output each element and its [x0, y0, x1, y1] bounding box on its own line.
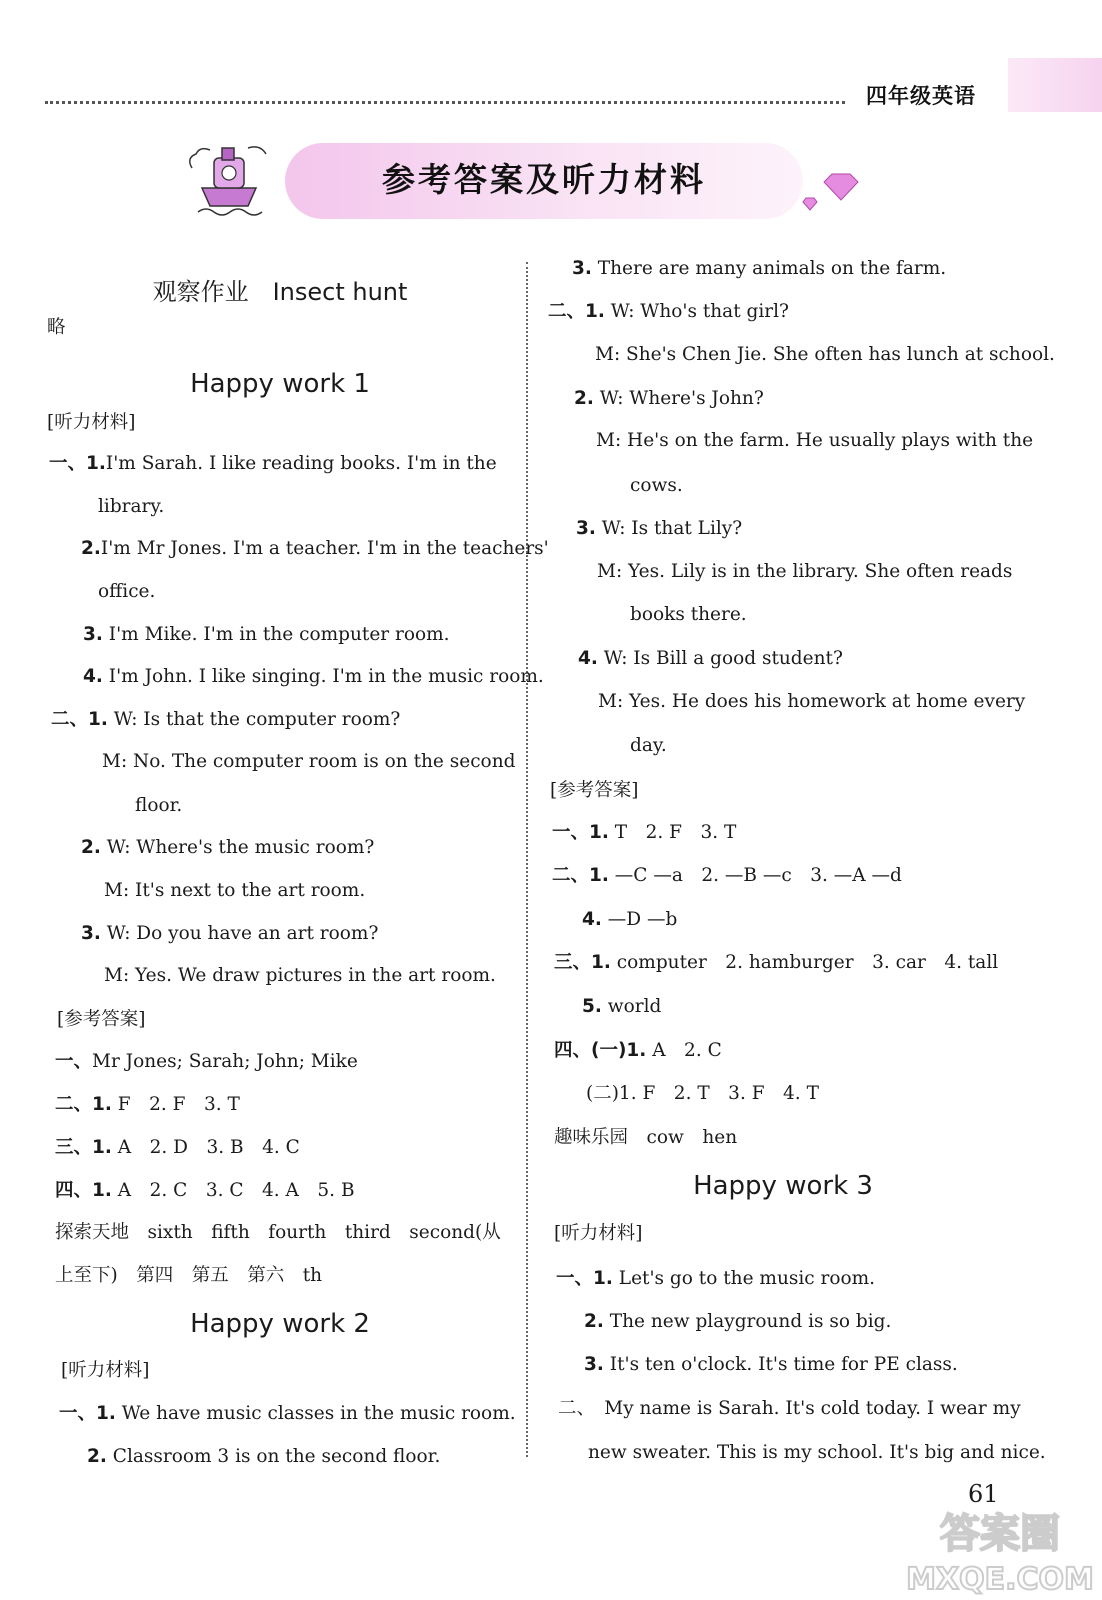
item-number: 2.: [81, 837, 101, 858]
text-line: [596, 429, 1033, 453]
item-number: 一、1.: [49, 453, 106, 474]
diamond-icon: [798, 166, 868, 216]
section-heading: Happy work 1: [190, 369, 370, 399]
text-line: [597, 560, 1012, 584]
text-line: [47, 411, 135, 435]
line-text: W: Is that Lily?: [595, 518, 743, 539]
line-text: 略: [47, 317, 66, 338]
text-line: [87, 1445, 440, 1469]
text-line: [586, 1082, 819, 1106]
item-number: 二、1.: [548, 301, 605, 322]
item-number: 二、1.: [552, 865, 609, 886]
text-line: [55, 1093, 240, 1117]
watermark-top-text: 答案圈: [940, 1511, 1060, 1557]
line-text: 二、 My name is Sarah. It's cold today. I wear my: [558, 1398, 1021, 1419]
text-line: [572, 257, 946, 281]
line-text: world: [601, 996, 662, 1017]
line-text: A 2. D 3. B 4. C: [111, 1137, 300, 1158]
line-text: W: Where's the music room?: [100, 837, 375, 858]
text-line: [554, 1126, 737, 1150]
text-line: [595, 343, 1055, 367]
text-line: [576, 517, 742, 541]
item-number: 3.: [83, 624, 103, 645]
item-number: 一、1.: [552, 822, 609, 843]
text-line: [55, 1050, 358, 1074]
item-number: 二、1.: [51, 709, 108, 730]
text-line: [630, 474, 683, 498]
text-line: [558, 1397, 1021, 1421]
text-line: [98, 495, 164, 519]
line-text: M: No. The computer room is on the second: [102, 751, 516, 772]
line-text: [参考答案]: [57, 1009, 146, 1030]
line-text: (二)1. F 2. T 3. F 4. T: [586, 1083, 819, 1104]
text-line: [81, 836, 374, 860]
line-text: W: Who's that girl?: [604, 301, 789, 322]
text-line: [81, 537, 549, 561]
column-divider: [526, 262, 528, 1457]
text-line: [554, 951, 998, 975]
page-number: 61: [968, 1480, 999, 1508]
item-number: 一、1.: [59, 1403, 116, 1424]
line-text: [听力材料]: [554, 1223, 643, 1244]
text-line: [55, 1179, 355, 1203]
text-line: [548, 300, 789, 324]
line-text: M: Yes. Lily is in the library. She often reads: [597, 561, 1013, 582]
line-text: new sweater. This is my school. It's big and nice.: [588, 1442, 1046, 1463]
item-number: 一、1.: [556, 1268, 613, 1289]
line-text: There are many animals on the farm.: [591, 258, 947, 279]
line-text: [听力材料]: [47, 412, 136, 433]
text-line: [554, 1039, 722, 1063]
text-line: [55, 1221, 501, 1245]
text-line: [102, 750, 515, 774]
page-title: 参考答案及听力材料: [382, 160, 706, 199]
text-line: [51, 708, 400, 732]
line-text: I'm Sarah. I like reading books. I'm in the: [105, 453, 497, 474]
text-line: [550, 779, 638, 803]
text-line: [582, 995, 661, 1019]
text-line: [584, 1310, 891, 1334]
text-line: [582, 908, 677, 932]
line-text: The new playground is so big.: [603, 1311, 892, 1332]
item-number: 3.: [572, 258, 592, 279]
text-line: [135, 794, 182, 818]
item-number: 2.: [574, 388, 594, 409]
item-number: 一、: [55, 1051, 93, 1072]
text-line: [584, 1353, 958, 1377]
text-line: [57, 1008, 145, 1032]
item-number: 2.: [584, 1311, 604, 1332]
line-text: I'm Mike. I'm in the computer room.: [102, 624, 450, 645]
section-heading: Happy work 3: [693, 1171, 873, 1201]
text-line: [98, 580, 155, 604]
item-number: 4.: [578, 648, 598, 669]
item-number: 三、1.: [554, 952, 611, 973]
line-text: M: It's next to the art room.: [104, 880, 366, 901]
line-text: [听力材料]: [61, 1360, 150, 1381]
header-dotted-rule: [45, 101, 845, 104]
line-text: We have music classes in the music room.: [115, 1403, 516, 1424]
line-text: It's ten o'clock. It's time for PE class.: [603, 1354, 958, 1375]
header-tab-decoration: [1008, 58, 1102, 112]
text-line: [598, 690, 1025, 714]
text-line: [630, 603, 747, 627]
line-text: W: Is Bill a good student?: [597, 648, 843, 669]
line-text: Let's go to the music room.: [612, 1268, 876, 1289]
line-text: cows.: [630, 475, 683, 496]
text-line: [83, 623, 450, 647]
line-text: 探索天地 sixth fifth fourth third second(从: [55, 1222, 501, 1243]
text-line: [55, 1264, 322, 1288]
text-line: [83, 665, 544, 689]
text-line: [59, 1402, 516, 1426]
item-number: 3.: [576, 518, 596, 539]
text-line: [47, 316, 66, 340]
text-line: [55, 1136, 300, 1160]
section-heading: 观察作业 Insect hunt: [152, 278, 408, 306]
section-heading: Happy work 2: [190, 1309, 370, 1339]
line-text: M: Yes. We draw pictures in the art room.: [104, 965, 496, 986]
line-text: W: Do you have an art room?: [100, 923, 379, 944]
header-label: 四年级英语: [866, 84, 976, 108]
text-line: [556, 1267, 875, 1291]
text-line: [104, 964, 496, 988]
line-text: library.: [98, 496, 165, 517]
line-text: I'm John. I like singing. I'm in the music room.: [102, 666, 544, 687]
item-number: 3.: [81, 923, 101, 944]
line-text: office.: [98, 581, 156, 602]
line-text: M: Yes. He does his homework at home every: [598, 691, 1026, 712]
line-text: [参考答案]: [550, 780, 639, 801]
item-number: 四、(一)1.: [554, 1040, 647, 1061]
line-text: Mr Jones; Sarah; John; Mike: [92, 1051, 358, 1072]
item-number: 3.: [584, 1354, 604, 1375]
line-text: M: She's Chen Jie. She often has lunch at school.: [595, 344, 1055, 365]
text-line: [574, 387, 764, 411]
item-number: 2.: [81, 538, 101, 559]
line-text: —D —b: [601, 909, 678, 930]
text-line: [552, 864, 902, 888]
item-number: 二、1.: [55, 1094, 112, 1115]
item-number: 5.: [582, 996, 602, 1017]
line-text: 上至下) 第四 第五 第六 th: [55, 1265, 323, 1286]
line-text: floor.: [135, 795, 183, 816]
text-line: [588, 1441, 1046, 1465]
boat-icon: [178, 138, 280, 220]
text-line: [578, 647, 843, 671]
item-number: 三、1.: [55, 1137, 112, 1158]
line-text: 趣味乐园 cow hen: [554, 1127, 738, 1148]
line-text: W: Is that the computer room?: [107, 709, 401, 730]
watermark-bottom-text: MXQE.COM: [906, 1562, 1094, 1597]
text-line: [630, 734, 667, 758]
item-number: 2.: [87, 1446, 107, 1467]
line-text: T 2. F 3. T: [608, 822, 737, 843]
line-text: —C —a 2. —B —c 3. —A —d: [608, 865, 902, 886]
watermark-logo: [900, 1497, 1098, 1597]
item-number: 四、1.: [55, 1180, 112, 1201]
line-text: Classroom 3 is on the second floor.: [106, 1446, 441, 1467]
line-text: F 2. F 3. T: [111, 1094, 240, 1115]
line-text: day.: [630, 735, 667, 756]
text-line: [104, 879, 365, 903]
line-text: W: Where's John?: [593, 388, 764, 409]
text-line: [61, 1359, 149, 1383]
line-text: M: He's on the farm. He usually plays with the: [596, 430, 1034, 451]
text-line: [552, 821, 736, 845]
item-number: 4.: [582, 909, 602, 930]
text-line: [554, 1222, 642, 1246]
text-line: [49, 452, 497, 476]
line-text: I'm Mr Jones. I'm a teacher. I'm in the teachers': [100, 538, 549, 559]
line-text: A 2. C: [646, 1040, 722, 1061]
text-line: [81, 922, 378, 946]
item-number: 4.: [83, 666, 103, 687]
line-text: books there.: [630, 604, 747, 625]
line-text: computer 2. hamburger 3. car 4. tall: [610, 952, 999, 973]
line-text: A 2. C 3. C 4. A 5. B: [111, 1180, 355, 1201]
